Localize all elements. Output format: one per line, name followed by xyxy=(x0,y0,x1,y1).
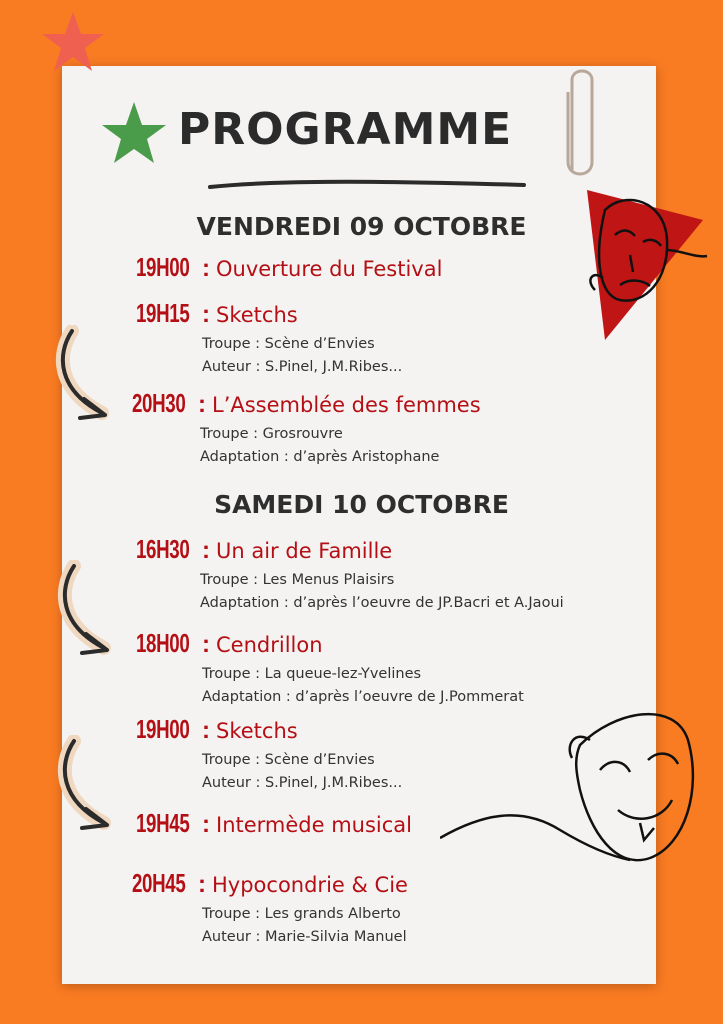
event-detail: Adaptation : d’après Aristophane xyxy=(200,449,440,465)
event-title: Cendrillon xyxy=(216,633,323,657)
event-detail: Troupe : Grosrouvre xyxy=(200,426,343,442)
program-item xyxy=(136,714,402,795)
event-time: 20H45 xyxy=(132,868,186,898)
event-title: Sketchs xyxy=(216,303,298,327)
day-heading: VENDREDI 09 OCTOBRE xyxy=(196,212,527,241)
program-item xyxy=(132,388,481,469)
corner-star-icon xyxy=(40,10,106,74)
event-time: 18H00 xyxy=(136,628,190,658)
program-item xyxy=(132,868,408,949)
curved-arrow-icon xyxy=(52,560,122,660)
event-title: Ouverture du Festival xyxy=(216,257,443,281)
event-time: 19H45 xyxy=(136,808,190,838)
green-star-icon xyxy=(100,100,168,166)
event-detail: Troupe : Les Menus Plaisirs xyxy=(200,572,395,588)
theatre-mask-icon xyxy=(575,180,715,350)
event-title: Un air de Famille xyxy=(216,539,393,563)
day-heading: SAMEDI 10 OCTOBRE xyxy=(214,490,509,519)
program-item xyxy=(136,534,564,615)
program-item xyxy=(136,252,442,283)
time-separator: : xyxy=(202,717,210,744)
event-detail: Troupe : Scène d’Envies xyxy=(202,752,375,768)
program-item xyxy=(136,628,524,709)
program-item xyxy=(136,808,412,839)
time-separator: : xyxy=(202,631,210,658)
curved-arrow-icon xyxy=(52,735,122,835)
paperclip-icon xyxy=(560,62,600,182)
event-title: Intermède musical xyxy=(216,813,413,837)
event-detail: Adaptation : d’après l’oeuvre de JP.Bacri et A.Jaoui xyxy=(200,595,564,611)
time-separator: : xyxy=(198,391,206,418)
time-separator: : xyxy=(202,301,210,328)
event-detail: Troupe : Les grands Alberto xyxy=(202,906,401,922)
time-separator: : xyxy=(202,537,210,564)
theatre-mask-icon xyxy=(440,700,710,880)
event-time: 19H00 xyxy=(136,714,190,744)
program-item xyxy=(136,298,402,379)
curved-arrow-icon xyxy=(50,325,120,425)
event-detail: Adaptation : d’après l’oeuvre de J.Pommerat xyxy=(202,689,524,705)
event-time: 19H15 xyxy=(136,298,190,328)
event-detail: Auteur : Marie-Silvia Manuel xyxy=(202,929,407,945)
time-separator: : xyxy=(202,255,210,282)
time-separator: : xyxy=(202,811,210,838)
event-time: 20H30 xyxy=(132,388,186,418)
event-title: L’Assemblée des femmes xyxy=(212,393,481,417)
event-detail: Troupe : La queue-lez-Yvelines xyxy=(202,666,422,682)
title-underline xyxy=(208,178,528,192)
event-time: 16H30 xyxy=(136,534,190,564)
event-detail: Auteur : S.Pinel, J.M.Ribes... xyxy=(202,359,403,375)
event-detail: Auteur : S.Pinel, J.M.Ribes... xyxy=(202,775,403,791)
page-title: PROGRAMME xyxy=(178,104,513,155)
event-time: 19H00 xyxy=(136,252,190,282)
event-title: Hypocondrie & Cie xyxy=(212,873,408,897)
time-separator: : xyxy=(198,871,206,898)
event-detail: Troupe : Scène d’Envies xyxy=(202,336,375,352)
event-title: Sketchs xyxy=(216,719,298,743)
